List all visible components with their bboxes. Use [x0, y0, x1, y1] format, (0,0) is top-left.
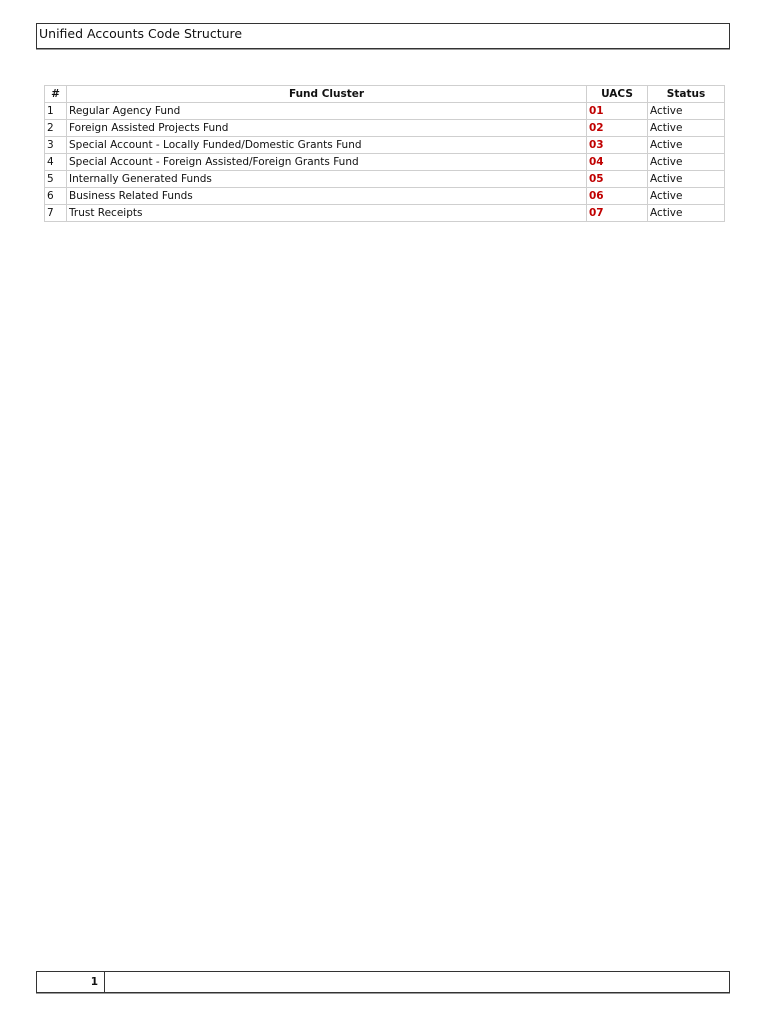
uacs-code-cell: 02	[587, 120, 648, 137]
page-footer	[36, 971, 730, 993]
status-cell: Active	[648, 154, 725, 171]
column-header-number: #	[45, 86, 67, 103]
status-cell: Active	[648, 188, 725, 205]
status-cell: Active	[648, 103, 725, 120]
column-header-fund-cluster: Fund Cluster	[67, 86, 587, 103]
column-header-uacs: UACS	[587, 86, 648, 103]
uacs-code-cell: 05	[587, 171, 648, 188]
fund-cluster-cell: Trust Receipts	[67, 205, 587, 222]
status-cell: Active	[648, 137, 725, 154]
row-number: 1	[45, 103, 67, 120]
row-number: 2	[45, 120, 67, 137]
page-number: 1	[90, 976, 98, 988]
table-row	[45, 188, 725, 205]
table-row	[45, 171, 725, 188]
fund-cluster-cell: Foreign Assisted Projects Fund	[67, 120, 587, 137]
row-number: 4	[45, 154, 67, 171]
status-cell: Active	[648, 171, 725, 188]
fund-cluster-cell: Internally Generated Funds	[67, 171, 587, 188]
row-number: 6	[45, 188, 67, 205]
status-cell: Active	[648, 120, 725, 137]
report-title-box	[36, 23, 730, 49]
column-header-status: Status	[648, 86, 725, 103]
uacs-code-cell: 07	[587, 205, 648, 222]
row-number: 7	[45, 205, 67, 222]
uacs-code-cell: 04	[587, 154, 648, 171]
status-cell: Active	[648, 205, 725, 222]
fund-cluster-cell: Regular Agency Fund	[67, 103, 587, 120]
fund-cluster-cell: Special Account - Locally Funded/Domestic Grants Fund	[67, 137, 587, 154]
report-title: Unified Accounts Code Structure	[39, 26, 243, 41]
fund-cluster-table	[44, 85, 725, 222]
table-header-row	[45, 86, 725, 103]
uacs-code-cell: 06	[587, 188, 648, 205]
table-row	[45, 103, 725, 120]
table-row	[45, 120, 725, 137]
fund-cluster-cell: Special Account - Foreign Assisted/Foreign Grants Fund	[67, 154, 587, 171]
table-row	[45, 137, 725, 154]
fund-cluster-cell: Business Related Funds	[67, 188, 587, 205]
row-number: 3	[45, 137, 67, 154]
uacs-code-cell: 03	[587, 137, 648, 154]
table-row	[45, 154, 725, 171]
uacs-code-cell: 01	[587, 103, 648, 120]
page-number-cell	[37, 972, 105, 992]
row-number: 5	[45, 171, 67, 188]
table-row	[45, 205, 725, 222]
